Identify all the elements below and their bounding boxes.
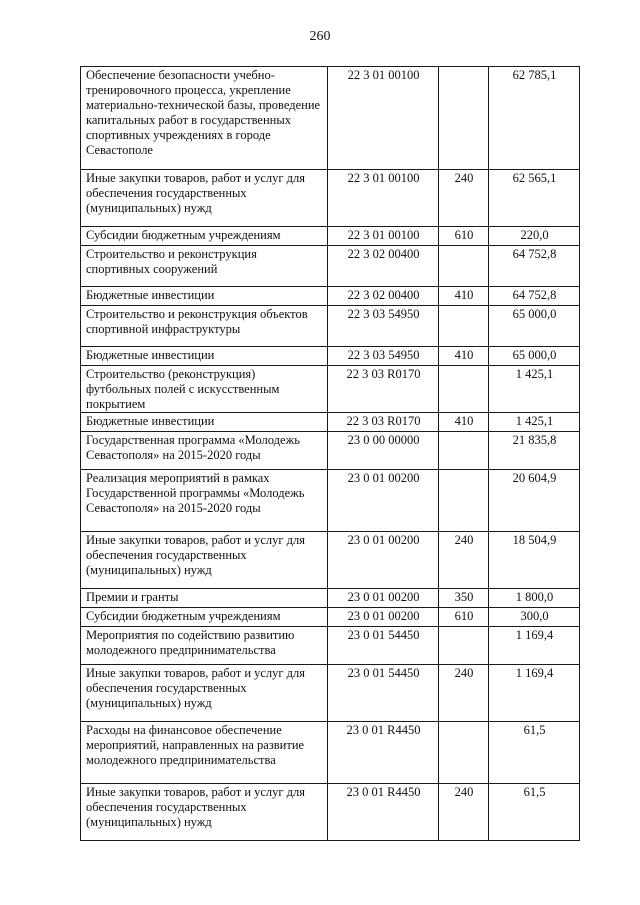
row-type: 350 — [439, 589, 489, 608]
table-row — [81, 665, 580, 722]
table-row — [81, 432, 580, 470]
row-code: 23 0 01 00200 — [328, 608, 439, 627]
table-row — [81, 627, 580, 665]
row-amount: 65 000,0 — [489, 347, 580, 366]
row-type — [439, 722, 489, 784]
table-row — [81, 227, 580, 246]
row-type — [439, 366, 489, 413]
row-amount: 1 800,0 — [489, 589, 580, 608]
row-type — [439, 627, 489, 665]
row-code: 22 3 01 00100 — [328, 227, 439, 246]
table-row — [81, 589, 580, 608]
row-type — [439, 306, 489, 347]
table-row — [81, 470, 580, 532]
row-amount: 18 504,9 — [489, 532, 580, 589]
row-code: 23 0 01 54450 — [328, 665, 439, 722]
table-row — [81, 608, 580, 627]
row-name: Строительство (реконструкция) футбольных полей с искусственным покрытием — [81, 366, 328, 413]
table-row — [81, 532, 580, 589]
row-code: 23 0 01 00200 — [328, 532, 439, 589]
row-type — [439, 246, 489, 287]
row-amount: 62 785,1 — [489, 67, 580, 170]
row-type: 610 — [439, 608, 489, 627]
table-row — [81, 413, 580, 432]
row-name: Бюджетные инвестиции — [81, 287, 328, 306]
row-name: Строительство и реконструкция объектов спортивной инфраструктуры — [81, 306, 328, 347]
row-amount: 61,5 — [489, 784, 580, 841]
table-row — [81, 67, 580, 170]
row-amount: 1 425,1 — [489, 413, 580, 432]
row-name: Субсидии бюджетным учреждениям — [81, 227, 328, 246]
row-name: Обеспечение безопасности учебно-тренировочного процесса, укрепление материально-технической базы, проведение капитальных работ в государственных спортивных учреждениях в городе Севастополе — [81, 67, 328, 170]
row-amount: 220,0 — [489, 227, 580, 246]
budget-table — [80, 66, 580, 841]
table-row — [81, 784, 580, 841]
row-amount: 21 835,8 — [489, 432, 580, 470]
row-name: Строительство и реконструкция спортивных сооружений — [81, 246, 328, 287]
row-name: Иные закупки товаров, работ и услуг для обеспечения государственных (муниципальных) нужд — [81, 665, 328, 722]
row-name: Реализация мероприятий в рамках Государственной программы «Молодежь Севастополя» на 2015-2020 годы — [81, 470, 328, 532]
row-code: 22 3 02 00400 — [328, 246, 439, 287]
budget-table-body — [81, 67, 580, 841]
row-code: 22 3 01 00100 — [328, 67, 439, 170]
row-amount: 61,5 — [489, 722, 580, 784]
row-amount: 1 425,1 — [489, 366, 580, 413]
row-code: 22 3 02 00400 — [328, 287, 439, 306]
row-code: 22 3 03 R0170 — [328, 366, 439, 413]
table-row — [81, 366, 580, 413]
row-name: Бюджетные инвестиции — [81, 413, 328, 432]
table-row — [81, 170, 580, 227]
table-row — [81, 246, 580, 287]
row-type: 240 — [439, 532, 489, 589]
row-code: 23 0 01 R4450 — [328, 784, 439, 841]
row-name: Иные закупки товаров, работ и услуг для обеспечения государственных (муниципальных) нужд — [81, 784, 328, 841]
page-number: 260 — [309, 29, 331, 44]
row-amount: 62 565,1 — [489, 170, 580, 227]
row-amount: 65 000,0 — [489, 306, 580, 347]
row-code: 23 0 00 00000 — [328, 432, 439, 470]
row-type: 240 — [439, 170, 489, 227]
table-row — [81, 722, 580, 784]
row-code: 22 3 01 00100 — [328, 170, 439, 227]
row-type: 410 — [439, 413, 489, 432]
row-name: Расходы на финансовое обеспечение мероприятий, направленных на развитие молодежного предпринимательства — [81, 722, 328, 784]
row-code: 23 0 01 00200 — [328, 470, 439, 532]
row-code: 22 3 03 54950 — [328, 306, 439, 347]
row-name: Премии и гранты — [81, 589, 328, 608]
row-name: Субсидии бюджетным учреждениям — [81, 608, 328, 627]
row-type: 410 — [439, 347, 489, 366]
row-amount: 1 169,4 — [489, 665, 580, 722]
row-code: 23 0 01 00200 — [328, 589, 439, 608]
row-amount: 300,0 — [489, 608, 580, 627]
row-type: 240 — [439, 665, 489, 722]
row-amount: 1 169,4 — [489, 627, 580, 665]
row-code: 23 0 01 54450 — [328, 627, 439, 665]
row-name: Мероприятия по содействию развитию молодежного предпринимательства — [81, 627, 328, 665]
row-code: 22 3 03 54950 — [328, 347, 439, 366]
table-row — [81, 287, 580, 306]
row-name: Иные закупки товаров, работ и услуг для обеспечения государственных (муниципальных) нужд — [81, 170, 328, 227]
table-row — [81, 347, 580, 366]
row-type: 410 — [439, 287, 489, 306]
row-name: Бюджетные инвестиции — [81, 347, 328, 366]
row-amount: 20 604,9 — [489, 470, 580, 532]
row-amount: 64 752,8 — [489, 246, 580, 287]
row-code: 22 3 03 R0170 — [328, 413, 439, 432]
row-code: 23 0 01 R4450 — [328, 722, 439, 784]
row-type — [439, 470, 489, 532]
row-name: Иные закупки товаров, работ и услуг для обеспечения государственных (муниципальных) нужд — [81, 532, 328, 589]
row-type: 240 — [439, 784, 489, 841]
table-row — [81, 306, 580, 347]
row-type: 610 — [439, 227, 489, 246]
row-name: Государственная программа «Молодежь Севастополя» на 2015-2020 годы — [81, 432, 328, 470]
row-type — [439, 432, 489, 470]
row-type — [439, 67, 489, 170]
row-amount: 64 752,8 — [489, 287, 580, 306]
